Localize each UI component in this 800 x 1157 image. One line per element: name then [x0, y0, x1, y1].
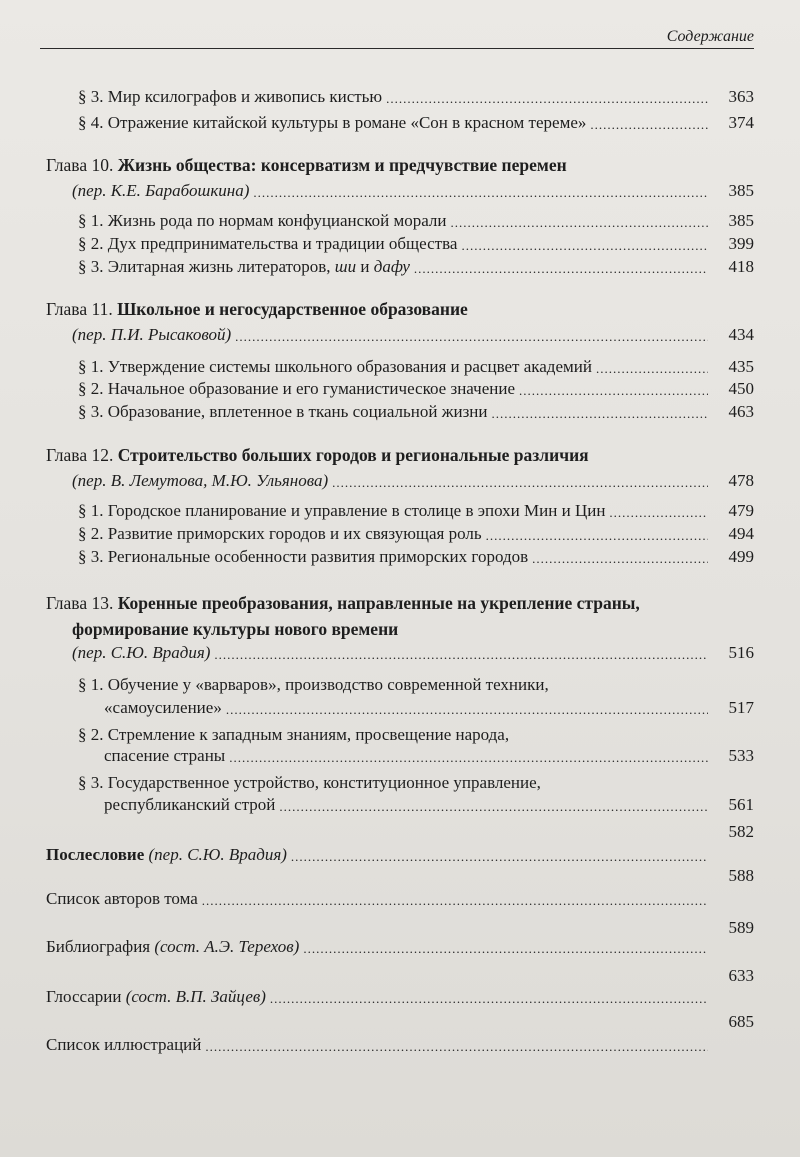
chapter-title: Коренные преобразования, направленные на укрепление страны,: [117, 593, 640, 613]
chapter-translator-entry[interactable]: [72, 324, 754, 346]
translator-credit: (пер. П.И. Рысаковой): [72, 325, 232, 344]
toc-page-number: 589: [728, 918, 754, 937]
toc-entry[interactable]: [78, 233, 754, 255]
toc-page-number: 561: [728, 795, 754, 814]
leader-dots: [235, 328, 708, 346]
toc-entry-authors[interactable]: [46, 888, 754, 910]
glossary-title: Глоссарии: [46, 987, 122, 1006]
translator-credit: (пер. К.Е. Барабошкина): [72, 181, 250, 200]
toc-page-number: 588: [728, 866, 754, 885]
leader-dots: [450, 214, 708, 232]
toc-entry-label: спасение страны: [104, 746, 226, 765]
toc-page-number: 418: [728, 257, 754, 276]
toc-page-number: 517: [728, 698, 754, 717]
toc-entry[interactable]: [78, 401, 754, 423]
chapter-heading[interactable]: [46, 592, 640, 614]
chapter-heading[interactable]: [46, 298, 468, 320]
toc-entry-label: § 3. Региональные особенности развития приморских городов: [78, 547, 529, 566]
toc-page-number: 385: [728, 181, 754, 200]
toc-entry-label: республиканский строй: [104, 795, 276, 814]
leader-dots: [303, 940, 708, 958]
chapter-title: Школьное и негосударственное образование: [117, 299, 468, 319]
toc-entry[interactable]: [104, 697, 754, 719]
leader-dots: [486, 527, 708, 545]
toc-page-number: 374: [728, 113, 754, 132]
toc-entry-label: Список авторов тома: [46, 889, 198, 908]
toc-entry[interactable]: [104, 745, 754, 767]
toc-page-number: 434: [728, 325, 754, 344]
chapter-title: Строительство больших городов и региональные различия: [117, 445, 589, 465]
leader-dots: [229, 749, 708, 767]
toc-entry-bibliography[interactable]: [46, 936, 754, 958]
toc-entry[interactable]: [78, 356, 754, 378]
compiler-credit: (сост. А.Э. Терехов): [150, 937, 300, 956]
chapter-translator-entry[interactable]: [72, 180, 754, 202]
chapter-translator-entry[interactable]: [72, 470, 754, 492]
leader-dots: [590, 116, 708, 134]
toc-page-number: 478: [728, 471, 754, 490]
chapter-heading[interactable]: [46, 154, 567, 176]
toc-entry-label: § 3. Мир ксилографов и живопись кистью: [78, 87, 383, 106]
leader-dots: [291, 848, 708, 866]
chapter-number: Глава 13.: [46, 593, 118, 613]
toc-entry[interactable]: [78, 112, 754, 134]
toc-page-number: 399: [728, 234, 754, 253]
toc-entry-label: § 2. Начальное образование и его гуманистическое значение: [78, 379, 515, 398]
toc-entry-label: § 2. Развитие приморских городов и их связующая роль: [78, 524, 482, 543]
leader-dots: [332, 474, 708, 492]
leader-dots: [491, 405, 708, 423]
toc-entry[interactable]: [78, 256, 754, 278]
toc-entry-label: [78, 256, 410, 278]
toc-page-number: 385: [728, 211, 754, 230]
leader-dots: [205, 1038, 708, 1056]
term-dafu: дафу: [373, 257, 410, 276]
leader-dots: [386, 90, 708, 108]
toc-entry[interactable]: [104, 794, 754, 816]
compiler-credit: (сост. В.П. Зайцев): [121, 987, 266, 1006]
leader-dots: [519, 382, 708, 400]
leader-dots: [270, 990, 708, 1008]
label-text: и: [356, 257, 374, 276]
leader-dots: [202, 892, 708, 910]
label-text: § 3. Элитарная жизнь литераторов,: [78, 257, 335, 276]
toc-entry-illustrations[interactable]: [46, 1034, 754, 1056]
toc-entry-label: Список иллюстраций: [46, 1035, 202, 1054]
translator-credit: (пер. С.Ю. Врадия): [144, 845, 287, 864]
toc-entry[interactable]: [78, 546, 754, 568]
chapter-title: Жизнь общества: консерватизм и предчувствие перемен: [117, 155, 567, 175]
toc-page-number: 516: [728, 643, 754, 662]
toc-entry[interactable]: [78, 210, 754, 232]
toc-page-number: 494: [728, 524, 754, 543]
toc-entry-label: «самоусиление»: [104, 698, 222, 717]
chapter-title-continued: формирование культуры нового времени: [72, 619, 399, 639]
chapter-translator-entry[interactable]: [72, 642, 754, 664]
toc-entry[interactable]: [78, 86, 754, 108]
afterword-title: Послесловие: [46, 845, 145, 864]
toc-page-number: 685: [728, 1012, 754, 1031]
toc-entry[interactable]: [78, 523, 754, 545]
toc-entry[interactable]: [78, 378, 754, 400]
running-header: Содержание: [666, 28, 754, 45]
toc-entry-label: § 1. Жизнь рода по нормам конфуцианской морали: [78, 211, 447, 230]
toc-entry-label: § 4. Отражение китайской культуры в романе «Сон в красном тереме»: [78, 113, 587, 132]
chapter-number: Глава 11.: [46, 299, 118, 319]
toc-page-number: 479: [728, 501, 754, 520]
toc-entry-label-line1: § 1. Обучение у «варваров», производство современной техники,: [78, 675, 549, 694]
toc-page-number: 533: [728, 746, 754, 765]
translator-credit: (пер. С.Ю. Врадия): [72, 643, 211, 662]
toc-entry-label-line1: § 2. Стремление к западным знаниям, просвещение народа,: [78, 725, 510, 744]
toc-page-number: 435: [728, 357, 754, 376]
chapter-heading[interactable]: [46, 444, 589, 466]
leader-dots: [609, 504, 708, 522]
leader-dots: [461, 237, 708, 255]
chapter-number: Глава 12.: [46, 445, 118, 465]
toc-entry-glossary[interactable]: [46, 986, 754, 1008]
leader-dots: [214, 646, 708, 664]
leader-dots: [414, 260, 708, 278]
term-shi: ши: [334, 257, 357, 276]
toc-page-number: 463: [728, 402, 754, 421]
toc-entry-afterword[interactable]: [46, 844, 754, 866]
bibliography-title: Библиография: [46, 937, 151, 956]
toc-page-number: 582: [728, 822, 754, 841]
toc-entry-label-line1: § 3. Государственное устройство, конституционное управление,: [78, 773, 541, 792]
toc-page-number: 363: [728, 87, 754, 106]
leader-dots: [226, 701, 708, 719]
toc-page-number: 499: [728, 547, 754, 566]
leader-dots: [532, 550, 708, 568]
leader-dots: [253, 184, 708, 202]
header-rule: [40, 48, 754, 49]
toc-entry-label: § 1. Утверждение системы школьного образования и расцвет академий: [78, 357, 592, 376]
leader-dots: [279, 798, 708, 816]
toc-entry-label: § 3. Образование, вплетенное в ткань социальной жизни: [78, 402, 488, 421]
leader-dots: [596, 360, 708, 378]
translator-credit: (пер. В. Лемутова, М.Ю. Ульянова): [72, 471, 329, 490]
chapter-number: Глава 10.: [46, 155, 118, 175]
toc-page-number: 450: [728, 379, 754, 398]
toc-entry[interactable]: [78, 500, 754, 522]
toc-page-number: 633: [728, 966, 754, 985]
toc-entry-label: § 2. Дух предпринимательства и традиции общества: [78, 234, 458, 253]
toc-entry-label: § 1. Городское планирование и управление в столице в эпохи Мин и Цин: [78, 501, 606, 520]
